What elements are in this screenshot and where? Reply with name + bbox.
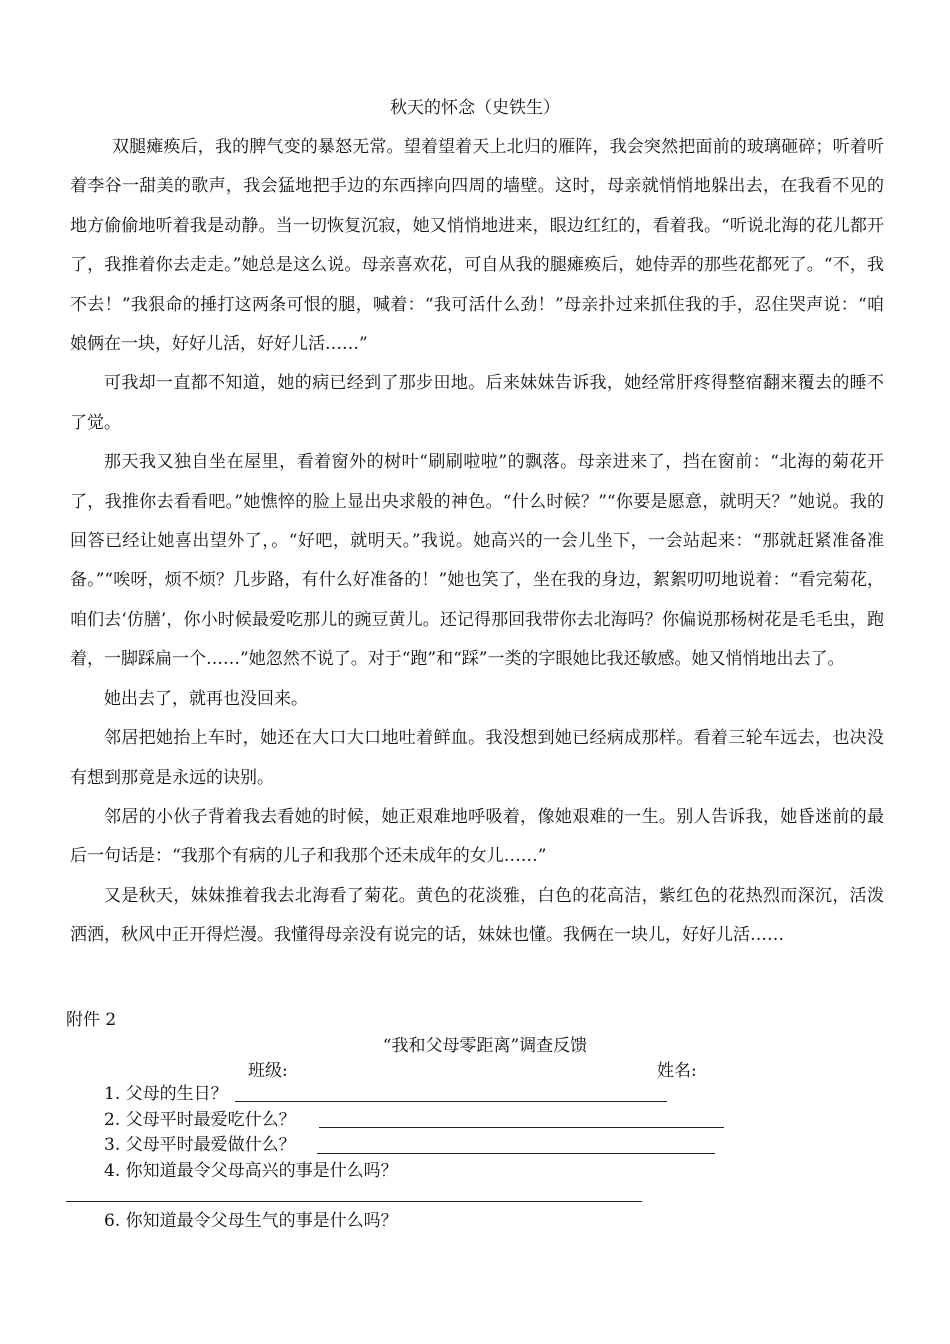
essay-paragraph: 又是秋天，妹妹推着我去北海看了菊花。黄色的花淡雅，白色的花高洁，紫红色的花热烈而深沉，活泼洒洒，秋风中正开得烂漫。我懂得母亲没有说完的话，妹妹也懂。我俩在一块儿，好好儿活…… xyxy=(70,885,884,946)
answer-line-2[interactable] xyxy=(319,1127,724,1128)
name-label: 姓名: xyxy=(657,1061,697,1081)
question-2: 2. 父母平时最爱吃什么？ xyxy=(104,1110,296,1130)
question-4: 4. 你知道最令父母高兴的事是什么吗？ xyxy=(104,1161,398,1181)
question-1: 1. 父母的生日？ xyxy=(104,1084,228,1104)
attachment-label: 附件 2 xyxy=(66,1010,117,1030)
essay-paragraph: 可我却一直都不知道，她的病已经到了那步田地。后来妹妹告诉我，她经常肝疼得整宿翻来覆去的睡不了觉。 xyxy=(70,373,884,433)
question-6: 6. 你知道最令父母生气的事是什么吗？ xyxy=(104,1211,398,1231)
essay-body xyxy=(70,128,884,956)
essay-paragraph: 她出去了，就再也没回来。 xyxy=(104,688,308,709)
survey-title: “我和父母零距离”调查反馈 xyxy=(382,1036,588,1056)
answer-line-4[interactable] xyxy=(66,1201,642,1202)
essay-paragraph: 双腿瘫痪后，我的脾气变的暴怒无常。望着望着天上北归的雁阵，我会突然把面前的玻璃砸碎；听着听着李谷一甜美的歌声，我会猛地把手边的东西摔向四周的墙壁。这时，母亲就悄悄地躲出去，在我看不见的地方偷偷地听着我是动静。当一切恢复沉寂，她又悄悄地进来，眼边红红的，看着我。“听说北海的花儿都开了，我推着你去走走。”她总是这么说。母亲喜欢花，可自从我的腿瘫痪后，她侍弄的那些花都死了。“不，我不去！”我狠命的捶打这两条可恨的腿，喊着：“我可活什么劲！”母亲扑过来抓住我的手，忍住哭声说：“咱娘俩在一块，好好儿活，好好儿活……” xyxy=(70,137,884,355)
class-label: 班级: xyxy=(248,1061,288,1081)
essay-paragraph: 邻居的小伙子背着我去看她的时候，她正艰难地呼吸着，像她艰难的一生。别人告诉我，她昏迷前的最后一句话是：“我那个有病的儿子和我那个还未成年的女儿……” xyxy=(70,806,884,867)
answer-line-1[interactable] xyxy=(235,1101,667,1102)
essay-paragraph: 邻居把她抬上车时，她还在大口大口地吐着鲜血。我没想到她已经病成那样。看着三轮车远去，也决没有想到那竟是永远的诀别。 xyxy=(70,728,884,788)
question-3: 3. 父母平时最爱做什么？ xyxy=(104,1135,296,1155)
essay-paragraph: 那天我又独自坐在屋里，看着窗外的树叶“刷刷啦啦”的飘落。母亲进来了，挡在窗前：“北海的菊花开了，我推你去看看吧。”她憔悴的脸上显出央求般的神色。“什么时候？”“你要是愿意，就明天？”她说。我的回答已经让她喜出望外了，。“好吧，就明天。”我说。她高兴的一会儿坐下，一会站起来：“那就赶紧准备准备。”“唉呀，烦不烦？几步路，有什么好准备的！”她也笑了，坐在我的身边，絮絮叨叨地说着：“看完菊花，咱们去‘仿膳’，你小时候最爱吃那儿的豌豆黄儿。还记得那回我带你去北海吗？你偏说那杨树花是毛毛虫，跑着，一脚踩扁一个……”她忽然不说了。对于“跑”和“踩”一类的字眼她比我还敏感。她又悄悄地出去了。 xyxy=(70,452,884,670)
essay-title: 秋天的怀念（史铁生） xyxy=(390,98,560,118)
answer-line-3[interactable] xyxy=(317,1153,715,1154)
